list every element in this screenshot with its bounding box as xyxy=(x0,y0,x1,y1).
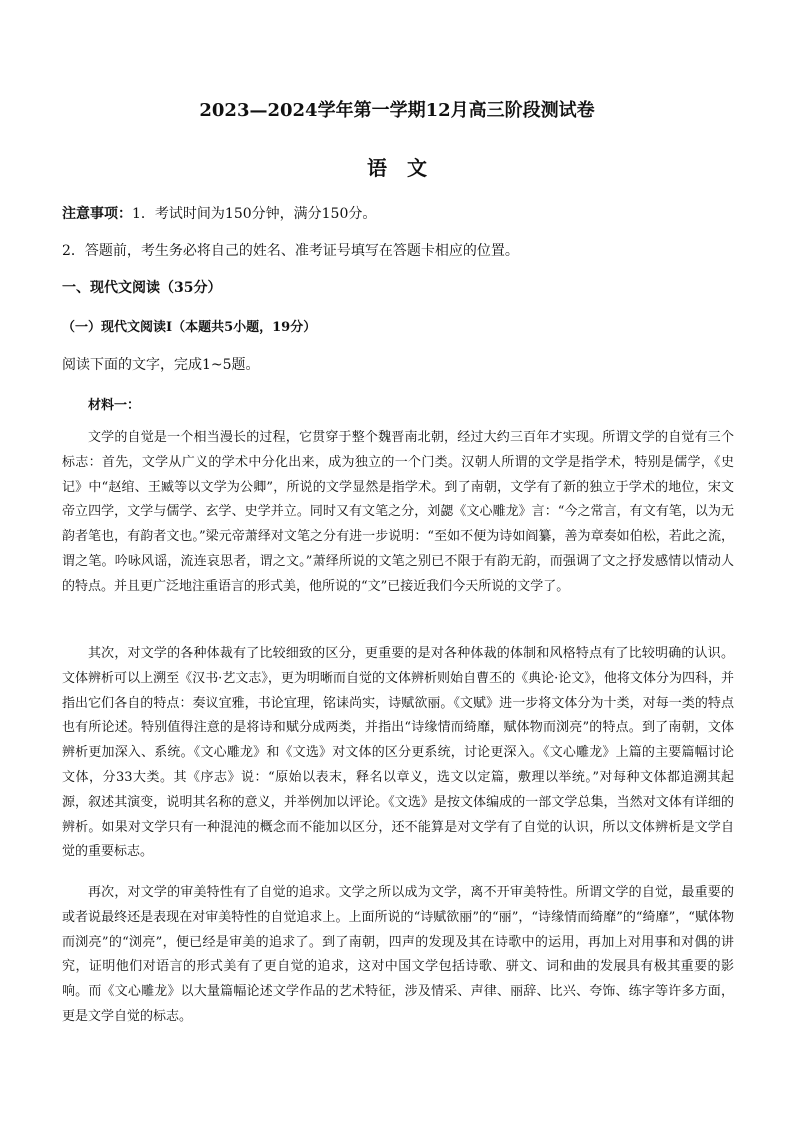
notice-item-1: 1．考试时间为150分钟，满分150分。 xyxy=(132,206,377,222)
paragraph-2: 其次，对文学的各种体裁有了比较细致的区分，更重要的是对各种体裁的体制和风格特点有了比较明确的认识。文体辨析可以上溯至《汉书·艺文志》，更为明晰而自觉的文体辨析则始自曹丕的《典论·论文》，他将文体分为四科，并指出它们各自的特点：奏议宜雅，书论宜理，铭诔尚实，诗赋欲丽。《文赋》进一步将文体分为十类，对每一类的特点也有所论述。特别值得注意的是将诗和赋分成两类，并指出“诗缘情而绮靡，赋体物而浏亮”的特点。到了南朝，文体辨析更加深入、系统。《文心雕龙》和《文选》对文体的区分更系统，讨论更深入。《文心雕龙》上篇的主要篇幅讨论文体，分33大类。其《序志》说：“原始以表末，释名以章义，选文以定篇，敷理以举统。”对每种文体都追溯其起源，叙述其演变，说明其名称的意义，并举例加以评论。《文选》是按文体编成的一部文学总集，当然对文体有详细的辨析。如果对文学只有一种混沌的概念而不能加以区分，还不能算是对文学有了自觉的认识，所以文体辨析是文学自觉的重要标志。 xyxy=(62,646,734,860)
subject-title: 语文 xyxy=(367,156,447,180)
paragraph-3: 再次，对文学的审美特性有了自觉的追求。文学之所以成为文学，离不开审美特性。所谓文学的自觉，最重要的或者说最终还是表现在对审美特性的自觉追求上。上面所说的“诗赋欲丽”的“丽”，“诗缘情而绮靡”的“绮靡”，“赋体物而浏亮”的“浏亮”，便已经是审美的追求了。到了南朝，四声的发现及其在诗歌中的运用，再加上对用事和对偶的讲究，证明他们对语言的形式美有了更自觉的追求，这对中国文学包括诗歌、骈文、词和曲的发展具有极其重要的影响。而《文心雕龙》以大量篇幅论述文学作品的艺术特征，涉及情采、声律、丽辞、比兴、夸饰、练字等许多方面，更是文学自觉的标志。 xyxy=(62,885,734,1024)
notice-line-1 xyxy=(62,203,376,223)
notice-item-2: 2．答题前，考生务必将自己的姓名、准考证号填写在答题卡相应的位置。 xyxy=(62,243,519,259)
sub-section-heading: （一）现代文阅读Ⅰ（本题共5小题，19分） xyxy=(62,320,317,335)
material-label: 材料一： xyxy=(88,398,141,413)
exam-title: 2023—2024学年第一学期12月高三阶段测试卷 xyxy=(199,100,595,121)
section-heading: 一、现代文阅读（35分） xyxy=(62,280,222,296)
reading-instruction: 阅读下面的文字，完成1~5题。 xyxy=(62,357,260,373)
paragraph-1: 文学的自觉是一个相当漫长的过程，它贯穿于整个魏晋南北朝，经过大约三百年才实现。所谓文学的自觉有三个标志：首先，文学从广义的学术中分化出来，成为独立的一个门类。汉朝人所谓的文学是指学术，特别是儒学，《史记》中“赵绾、王臧等以文学为公卿”，所说的文学显然是指学术。到了南朝，文学有了新的独立于学术的地位，宋文帝立四学，文学与儒学、玄学、史学并立。同时又有文笔之分，刘勰《文心雕龙》言：“今之常言，有文有笔，以为无韵者笔也，有韵者文也。”梁元帝萧绎对文笔之分有进一步说明：“至如不便为诗如阎纂，善为章奏如伯松，若此之流，谓之笔。吟咏风谣，流连哀思者，谓之文。”萧绎所说的文笔之别已不限于有韵无韵，而强调了文之抒发感情以情动人的特点。并且更广泛地注重语言的形式美，他所说的“文”已接近我们今天所说的文学了。 xyxy=(62,430,734,594)
notice-label: 注意事项： xyxy=(62,206,132,222)
